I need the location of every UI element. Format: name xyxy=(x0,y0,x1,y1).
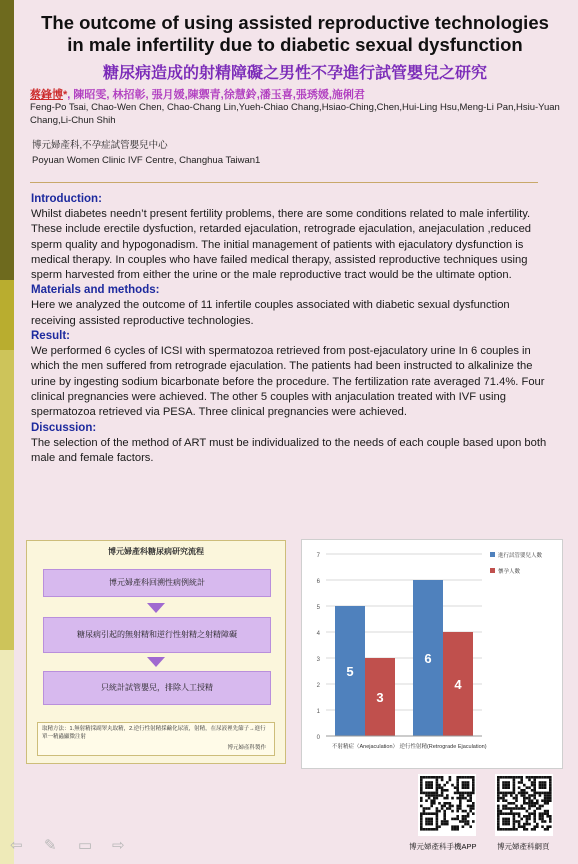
bar-segment-dark xyxy=(0,0,14,280)
poster-body xyxy=(31,192,553,466)
y-tick-label: 1 xyxy=(316,709,320,715)
flowchart-note xyxy=(37,722,275,756)
flowchart-step-3: 只統計試管嬰兒，排除人工授精 xyxy=(43,671,271,705)
authors-english: Feng-Po Tsai, Chao-Wen Chen, Chao-Chang Lin,Yueh-Chiao Chang,Hsiao-Ching,Chen,Hui-Ling Hsu,Meng-Li Pan,Hsiu-Yuan Chang,Li-Chun Shih xyxy=(30,102,560,126)
result-heading: Result: xyxy=(31,330,70,343)
legend-swatch xyxy=(490,552,495,557)
flowchart-arrow-1 xyxy=(147,603,165,613)
bar-data-label: 6 xyxy=(424,651,432,666)
flowchart-title: 博元婦產科糖尿病研究流程 xyxy=(108,547,204,556)
result-text: We performed 6 cycles of ICSI with spermatozoa retrieved from post-ejaculatory urine In 6 couples in which the men suffered from retrograde ejaculation. The patients had been instructed to alkalinize the urine by ingesting sodium bicarbonate before the procedure. The fertilization rate averaged 71.4%. Four clinical pregnancies were achieved. The other 5 couples with anjaculation treated with IVF using spermatozoa retrieved via PESA. Three clinical pregnancies were achieved. xyxy=(31,345,545,419)
y-tick-label: 2 xyxy=(316,683,320,689)
menu-icon[interactable]: ▭ xyxy=(78,837,93,854)
qr-code-app-icon xyxy=(418,774,476,836)
flowchart-arrow-2 xyxy=(147,657,165,667)
first-author-zh: 蔡鋒博 xyxy=(30,89,63,101)
poster-title xyxy=(22,12,568,56)
legend-label: 懷孕人數 xyxy=(498,569,521,575)
bar-data-label: 4 xyxy=(454,677,462,692)
bar-segment-light xyxy=(0,350,14,650)
legend-swatch xyxy=(490,568,495,573)
introduction-heading: Introduction: xyxy=(31,193,102,205)
qr-code-web-icon xyxy=(495,774,553,836)
research-flowchart xyxy=(26,540,286,764)
flowchart-step-2: 糖尿病引起的無射精和逆行性射精之射精障礙 xyxy=(43,617,271,653)
qr-code-web[interactable] xyxy=(495,774,553,836)
results-bar-chart xyxy=(301,539,563,769)
bar-segment-mid xyxy=(0,280,14,350)
introduction-text: Whilst diabetes needn’t present fertility problems, there are some conditions related to male infertility. These include erectile dysfuction, retarded ejaculation, retrograde ejaculation, anejaculation ,reduced sperm quality and hypogonadism. The initial management of patients with ejaculatory dysfunction is medical therapy. In couples who have failed medical therapy, assisted reproductive techniques using sperm harvested from either the urine or the male reproductive tract would be the ultimate option. xyxy=(31,208,532,282)
affiliation-english: Poyuan Women Clinic IVF Centre, Changhua Taiwan1 xyxy=(32,155,261,166)
y-tick-label: 4 xyxy=(316,631,320,637)
title-line-1: The outcome of using assisted reproductive technologies xyxy=(41,12,549,33)
y-tick-label: 6 xyxy=(316,579,320,585)
bar-data-label: 3 xyxy=(376,690,384,705)
flowchart-signature: 博元婦產科製作 xyxy=(227,745,266,751)
y-tick-label: 5 xyxy=(316,605,320,611)
poster-title-chinese: 糖尿病造成的射精障礙之男性不孕進行試管嬰兒之研究 xyxy=(102,65,487,82)
discussion-heading: Discussion: xyxy=(31,421,97,434)
flowchart-note-text: 取精方法：1.無射精採副睪丸取精，2.逆行性射精採鹼化尿液，射精，在尿液裡先篩子→進行單一精蟲顯微注射 xyxy=(42,726,266,740)
authors-chinese xyxy=(30,86,560,102)
bar-data-label: 5 xyxy=(346,664,354,679)
discussion-text: The selection of the method of ART must be individualized to the needs of each couple based upon both male and female factors. xyxy=(31,436,547,464)
bar-segment-pale xyxy=(0,650,14,864)
affiliation-chinese: 博元婦產科,不孕症試管嬰兒中心 xyxy=(32,140,168,151)
divider-line xyxy=(30,182,538,183)
pen-icon[interactable]: ✎ xyxy=(44,837,57,854)
left-decorative-bar xyxy=(0,0,14,864)
y-tick-label: 0 xyxy=(316,735,320,741)
flowchart-step-1: 博元婦產科回溯性病例統計 xyxy=(43,569,271,597)
legend-label: 進行試管嬰兒人數 xyxy=(498,553,543,559)
other-authors-zh: , 陳昭雯, 林招彰, 張月媛,陳禦青,徐慧鈴,潘玉喜,張琇媛,施俐君 xyxy=(67,89,365,101)
qr-code-app[interactable] xyxy=(418,774,476,836)
title-line-2: in male infertility due to diabetic sexual dysfunction xyxy=(67,34,523,55)
methods-heading: Materials and methods: xyxy=(31,284,160,297)
forward-arrow-icon[interactable]: ⇨ xyxy=(112,837,125,854)
y-tick-label: 3 xyxy=(316,657,320,663)
qr-label-app: 博元婦產科手機APP xyxy=(409,842,477,851)
back-arrow-icon[interactable]: ⇦ xyxy=(10,837,23,854)
x-tick-label: 不射精症（Anejaculation） xyxy=(331,744,399,750)
methods-text: Here we analyzed the outcome of 11 infertile couples associated with diabetic sexual dysfunction receiving assisted reproductive technologies. xyxy=(31,299,510,327)
viewer-navigation xyxy=(10,836,140,854)
x-tick-label: 逆行性射精(Retrograde Ejaculation) xyxy=(399,744,487,750)
qr-label-web: 博元婦產科網頁 xyxy=(497,842,550,851)
y-tick-label: 7 xyxy=(316,553,320,559)
corresponding-mark: * xyxy=(63,89,68,101)
bar-chart-svg xyxy=(302,540,562,768)
